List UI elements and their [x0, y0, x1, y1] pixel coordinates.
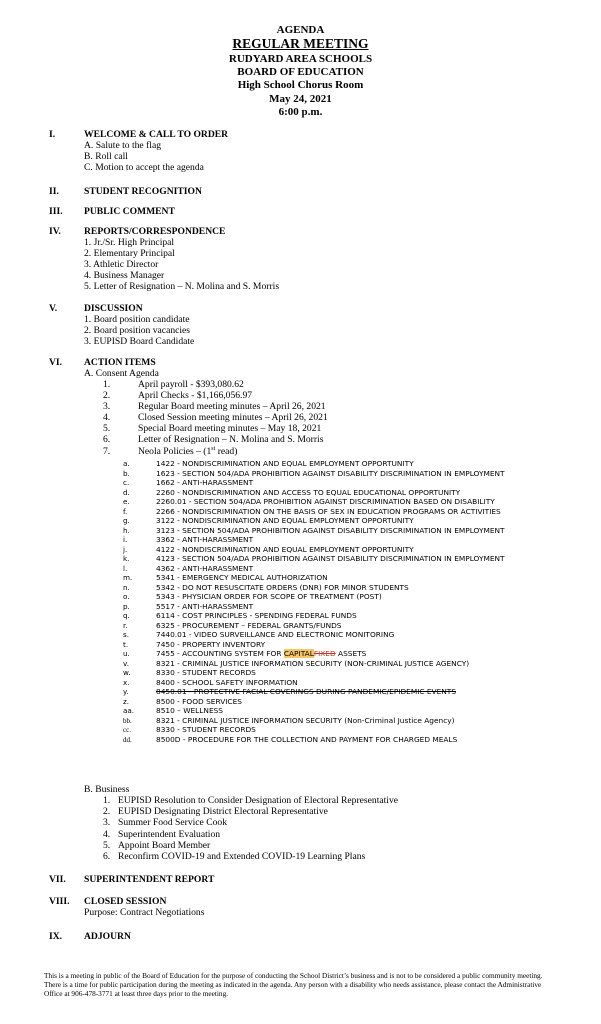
policy-item: 8330 - STUDENT RECORDS: [156, 725, 256, 734]
policy-item: 1422 - NONDISCRIMINATION AND EQUAL EMPLOYMENT OPPORTUNITY: [156, 459, 414, 468]
section-number: IX.: [49, 931, 63, 942]
section-number: VIII.: [49, 896, 70, 907]
section-title: CLOSED SESSION: [84, 896, 167, 907]
policy-letter: aa.: [123, 706, 135, 715]
header-time: 6:00 p.m.: [278, 106, 323, 118]
section-title: WELCOME & CALL TO ORDER: [84, 129, 229, 140]
policy-letter: v.: [123, 658, 129, 668]
business-item-number: 4.: [103, 829, 111, 840]
consent-item-number: 2.: [103, 390, 111, 401]
policy-letter: k.: [123, 554, 130, 563]
header-meeting: REGULAR MEETING: [232, 36, 369, 51]
policy-item: 7450 - PROPERTY INVENTORY: [156, 639, 266, 649]
policy-item: 4122 - NONDISCRIMINATION AND EQUAL EMPLOYMENT OPPORTUNITY: [156, 544, 414, 554]
section-title: DISCUSSION: [84, 303, 143, 314]
policy-letter: cc.: [123, 726, 131, 734]
list-item: A. Salute to the flag: [84, 140, 161, 151]
list-item: 3. Athletic Director: [84, 259, 159, 270]
list-item: 1. Board position candidate: [84, 314, 190, 325]
list-item: 1. Jr./Sr. High Principal: [84, 237, 175, 248]
policy-item: 8500 - FOOD SERVICES: [156, 696, 242, 706]
closed-session-purpose: Purpose: Contract Negotiations: [84, 907, 205, 918]
list-item: 2. Elementary Principal: [84, 248, 175, 259]
policy-letter: g.: [123, 516, 130, 525]
policy-letter: a.: [123, 459, 130, 468]
policy-item: 6114 - COST PRINCIPLES - SPENDING FEDERAL FUNDS: [156, 611, 357, 620]
policy-item: 5342 - DO NOT RESUSCITATE ORDERS (DNR) FOR MINOR STUDENTS: [156, 582, 409, 592]
section-number: V.: [49, 303, 58, 314]
consent-item: Special Board meeting minutes – May 18, 2021: [138, 423, 322, 434]
list-item: B. Roll call: [84, 151, 128, 162]
policy-item: 3122 - NONDISCRIMINATION AND EQUAL EMPLOYMENT OPPORTUNITY: [156, 516, 414, 525]
section-number: IV.: [49, 226, 61, 237]
policy-item: 5343 - PHYSICIAN ORDER FOR SCOPE OF TREATMENT (POST): [156, 592, 382, 601]
section-number: I.: [49, 129, 56, 140]
footer-notice: This is a meeting in public of the Board of Education for the purpose of conducting the School District’s business and is not to be considered a public community meeting. There is a time for public participation during the meeting as indicated in the agenda. Any person with a disability who needs assistance, please contact the Administrative Office at 906-478-3771 at least three days prior to the meeting.: [44, 971, 543, 998]
header-agenda: AGENDA: [276, 24, 325, 36]
policy-letter: u.: [123, 649, 130, 658]
policy-item: 7440.01 - VIDEO SURVEILLANCE AND ELECTRONIC MONITORING: [156, 630, 395, 639]
policy-letter: x.: [123, 677, 130, 687]
policy-letter: m.: [123, 573, 133, 582]
section-title: SUPERINTENDENT REPORT: [84, 874, 215, 885]
consent-item: Closed Session meeting minutes – April 26, 2021: [138, 412, 328, 423]
consent-item-number: 5.: [103, 423, 111, 434]
policy-letter: h.: [123, 525, 130, 535]
section-title: STUDENT RECOGNITION: [84, 186, 202, 197]
business-item: EUPISD Designating District Electoral Representative: [118, 806, 328, 817]
policy-item: 5341 - EMERGENCY MEDICAL AUTHORIZATION: [156, 573, 328, 582]
policy-letter: w.: [123, 668, 131, 677]
policy-item: 8321 - CRIMINAL JUSTICE INFORMATION SECURITY (Non-Criminal Justice Agency): [156, 715, 455, 725]
policy-item: 8400 - SCHOOL SAFETY INFORMATION: [156, 677, 298, 687]
business-heading: B. Business: [84, 784, 130, 795]
policy-item: 1623 - SECTION 504/ADA PROHIBITION AGAINST DISABILITY DISCRIMINATION IN EMPLOYMENT: [156, 468, 505, 478]
policy-letter: t.: [123, 639, 129, 649]
header-board: BOARD OF EDUCATION: [237, 66, 364, 78]
consent-item-number: 4.: [103, 412, 111, 423]
policy-letter: n.: [123, 582, 130, 592]
business-item: Summer Food Service Cook: [118, 817, 227, 828]
policy-letter: dd.: [123, 735, 132, 744]
policy-item: 6325 - PROCUREMENT – FEDERAL GRANTS/FUNDS: [156, 620, 342, 630]
policy-item: 2260 - NONDISCRIMINATION AND ACCESS TO EQUAL EDUCATIONAL OPPORTUNITY: [156, 487, 461, 497]
policy-item: 2260.01 - SECTION 504/ADA PROHIBITION AGAINST DISCRIMINATION BASED ON DISABILITY: [156, 497, 495, 506]
header-district: RUDYARD AREA SCHOOLS: [228, 53, 373, 65]
business-item-number: 5.: [103, 840, 111, 851]
policy-item: 2266 - NONDISCRIMINATION ON THE BASIS OF SEX IN EDUCATION PROGRAMS OR ACTIVITIES: [156, 506, 501, 516]
business-item: Reconfirm COVID-19 and Extended COVID-19 Learning Plans: [118, 851, 366, 862]
policy-letter: r.: [123, 620, 128, 630]
list-item: 3. EUPISD Board Candidate: [84, 336, 195, 347]
policy-letter: f.: [123, 506, 128, 516]
section-title: PUBLIC COMMENT: [84, 206, 175, 217]
list-item: 4. Business Manager: [84, 270, 165, 281]
business-item-number: 3.: [103, 817, 111, 828]
policy-item: 8510 – WELLNESS: [156, 706, 223, 715]
consent-item-number: 6.: [103, 434, 111, 445]
section-title: ADJOURN: [84, 931, 131, 942]
section-number: VII.: [49, 874, 66, 885]
policy-letter: l.: [123, 563, 128, 573]
consent-item-number: 3.: [103, 401, 111, 412]
policy-item: 8321 - CRIMINAL JUSTICE INFORMATION SECURITY (NON-CRIMINAL JUSTICE AGENCY): [156, 658, 470, 668]
policy-letter: i.: [123, 535, 128, 544]
policy-letter: j.: [123, 544, 128, 554]
business-item-number: 2.: [103, 806, 111, 817]
policy-letter: s.: [123, 630, 130, 639]
inserted-text: CAPITAL: [283, 649, 314, 658]
policy-item: 8330 - STUDENT RECORDS: [156, 668, 256, 677]
policy-item: 4362 - ANTI-HARASSMENT: [156, 563, 254, 573]
policy-item: 4123 - SECTION 504/ADA PROHIBITION AGAINST DISABILITY DISCRIMINATION IN EMPLOYMENT: [156, 554, 505, 563]
consent-item: Letter of Resignation – N. Molina and S. Morris: [138, 434, 324, 445]
business-item: Appoint Board Member: [118, 840, 211, 851]
deleted-text: FIXED: [313, 649, 336, 658]
consent-item: April payroll - $393,080.62: [138, 379, 244, 390]
policy-item: 5517 - ANTI-HARASSMENT: [156, 601, 254, 611]
policy-letter: c.: [123, 478, 130, 487]
consent-item-number: 7.: [103, 446, 111, 457]
policy-letter: bb.: [123, 716, 132, 725]
business-item: EUPISD Resolution to Consider Designation of Electoral Representative: [118, 795, 399, 806]
business-item-number: 1.: [103, 795, 111, 806]
list-item: 5. Letter of Resignation – N. Molina and S. Morris: [84, 281, 280, 292]
policy-item: 8500D - PROCEDURE FOR THE COLLECTION AND PAYMENT FOR CHARGED MEALS: [156, 734, 458, 744]
policy-letter: q.: [123, 611, 130, 620]
policy-item: 1662 - ANTI-HARASSMENT: [156, 478, 254, 487]
policy-letter: e.: [123, 497, 130, 506]
section-title: ACTION ITEMS: [84, 357, 156, 368]
consent-agenda-heading: A. Consent Agenda: [84, 368, 159, 379]
policy-letter: y.: [123, 687, 129, 696]
header-date: May 24, 2021: [269, 93, 332, 105]
list-item: C. Motion to accept the agenda: [84, 162, 204, 173]
policy-letter: b.: [123, 468, 130, 478]
neola-policies-heading: Neola Policies – (1st read): [138, 445, 238, 457]
list-item: 2. Board position vacancies: [84, 325, 191, 336]
consent-item: Regular Board meeting minutes – April 26, 2021: [138, 401, 326, 412]
policy-item-edited: 7455 - ACCOUNTING SYSTEM FOR CAPITALFIXED ASSETS: [156, 649, 367, 658]
consent-item: April Checks - $1,166,056.97: [138, 390, 253, 401]
policy-letter: p.: [123, 601, 130, 611]
policy-letter: o.: [123, 592, 130, 601]
consent-item-number: 1.: [103, 379, 111, 390]
policy-item: 3123 - SECTION 504/ADA PROHIBITION AGAINST DISABILITY DISCRIMINATION IN EMPLOYMENT: [156, 525, 505, 535]
section-number: III.: [49, 206, 63, 217]
business-item-number: 6.: [103, 851, 111, 862]
section-number: VI.: [49, 357, 63, 368]
header-room: High School Chorus Room: [237, 79, 364, 91]
section-number: II.: [49, 186, 59, 197]
business-item: Superintendent Evaluation: [118, 829, 221, 840]
section-title: REPORTS/CORRESPONDENCE: [84, 226, 226, 237]
policy-letter: z.: [123, 696, 130, 706]
policy-item-struck: 8450.01 - PROTECTIVE FACIAL COVERINGS DURING PANDEMIC/EPIDEMIC EVENTS: [156, 687, 457, 696]
policy-item: 3362 - ANTI-HARASSMENT: [156, 535, 254, 544]
policy-letter: d.: [123, 487, 130, 497]
